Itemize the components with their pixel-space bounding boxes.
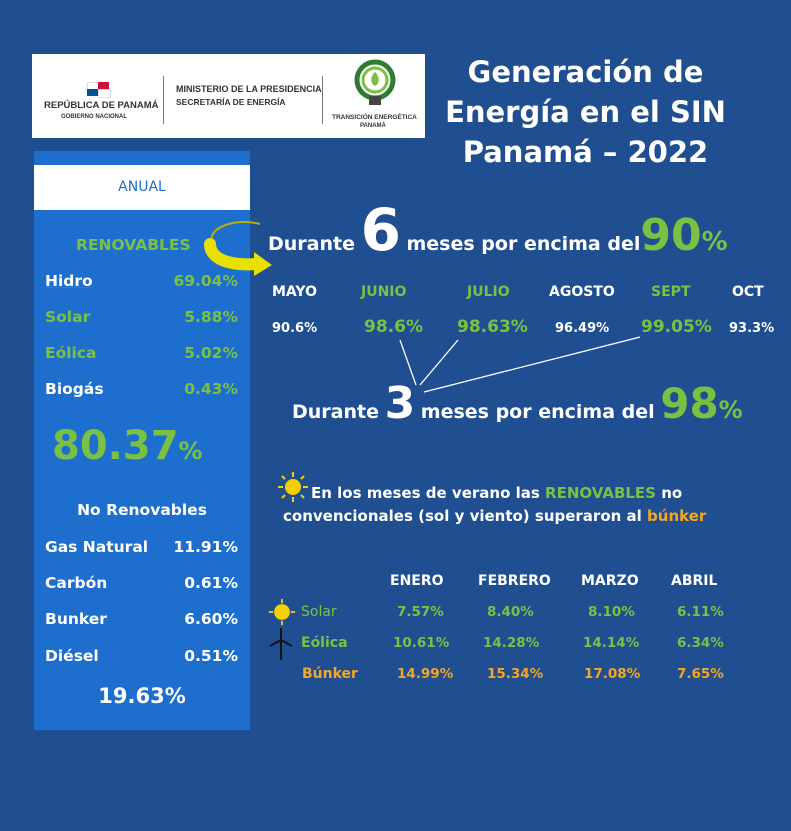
table-cell: 7.57% bbox=[397, 604, 444, 620]
month-mayo: MAYO bbox=[272, 284, 317, 300]
no-renovables-label: No Renovables bbox=[77, 501, 207, 519]
renovables-total: 80.37% bbox=[52, 423, 203, 469]
table-row-label-solar: Solar bbox=[301, 604, 337, 620]
table-cell: 6.34% bbox=[677, 635, 724, 651]
table-cell: 17.08% bbox=[584, 666, 641, 682]
table-header-marzo: MARZO bbox=[581, 573, 639, 589]
verano-line1: En los meses de verano las RENOVABLES no bbox=[311, 484, 683, 502]
month-sept: SEPT bbox=[651, 284, 691, 300]
table-cell: 14.28% bbox=[483, 635, 540, 651]
headline-6-meses: Durante 6 meses por encima del90% bbox=[268, 196, 728, 264]
renovable-row-eolica: Eólica 5.02% bbox=[45, 344, 238, 362]
month-value-julio: 98.63% bbox=[457, 317, 528, 337]
table-cell: 14.99% bbox=[397, 666, 454, 682]
table-cell: 10.61% bbox=[393, 635, 450, 651]
table-row-label-bunker: Búnker bbox=[302, 666, 358, 682]
sun-icon bbox=[268, 598, 296, 626]
renovable-row-biogas: Biogás 0.43% bbox=[45, 380, 238, 398]
page-title: Generación de Energía en el SIN Panamá – 2022 bbox=[445, 55, 726, 169]
month-junio: JUNIO bbox=[361, 284, 407, 300]
table-cell: 8.10% bbox=[588, 604, 635, 620]
table-cell: 6.11% bbox=[677, 604, 724, 620]
no-renovable-row-carbon: Carbón 0.61% bbox=[45, 574, 238, 592]
transicion-text: TRANSICIÓN ENERGÉTICA bbox=[332, 114, 417, 121]
month-value-oct: 93.3% bbox=[729, 321, 775, 336]
month-value-sept: 99.05% bbox=[641, 317, 712, 337]
verano-line2: convencionales (sol y viento) superaron al búnker bbox=[283, 507, 707, 525]
month-value-junio: 98.6% bbox=[364, 317, 423, 337]
month-oct: OCT bbox=[732, 284, 764, 300]
no-renovable-row-bunker: Bunker 6.60% bbox=[45, 610, 238, 628]
panama-text: PANAMÁ bbox=[360, 123, 386, 129]
renovable-row-hidro: Hidro 69.04% bbox=[45, 272, 238, 290]
sun-icon bbox=[277, 471, 309, 503]
no-renovable-row-gas: Gas Natural 11.91% bbox=[45, 538, 238, 556]
wind-turbine-icon bbox=[268, 628, 294, 660]
republica-text: REPÚBLICA DE PANAMÁ bbox=[44, 100, 159, 111]
table-cell: 7.65% bbox=[677, 666, 724, 682]
no-renovable-row-diesel: Diésel 0.51% bbox=[45, 647, 238, 665]
table-header-febrero: FEBRERO bbox=[478, 573, 551, 589]
month-agosto: AGOSTO bbox=[549, 284, 615, 300]
table-header-enero: ENERO bbox=[390, 573, 444, 589]
no-renovables-total: 19.63% bbox=[98, 684, 186, 708]
table-cell: 14.14% bbox=[583, 635, 640, 651]
table-cell: 15.34% bbox=[487, 666, 544, 682]
month-value-agosto: 96.49% bbox=[555, 321, 610, 336]
anual-header: ANUAL bbox=[34, 165, 250, 210]
ministerio-text: MINISTERIO DE LA PRESIDENCIA bbox=[176, 84, 322, 94]
gobierno-text: GOBIERNO NACIONAL bbox=[61, 114, 127, 120]
table-header-abril: ABRIL bbox=[671, 573, 718, 589]
renovables-label: RENOVABLES bbox=[76, 236, 191, 254]
table-cell: 8.40% bbox=[487, 604, 534, 620]
headline-3-meses: Durante 3 meses por encima del 98% bbox=[292, 378, 743, 429]
month-julio: JULIO bbox=[467, 284, 510, 300]
table-row-label-eolica: Eólica bbox=[301, 635, 348, 651]
renovable-row-solar: Solar 5.88% bbox=[45, 308, 238, 326]
month-value-mayo: 90.6% bbox=[272, 321, 318, 336]
secretaria-text: SECRETARÍA DE ENERGÍA bbox=[176, 97, 286, 107]
